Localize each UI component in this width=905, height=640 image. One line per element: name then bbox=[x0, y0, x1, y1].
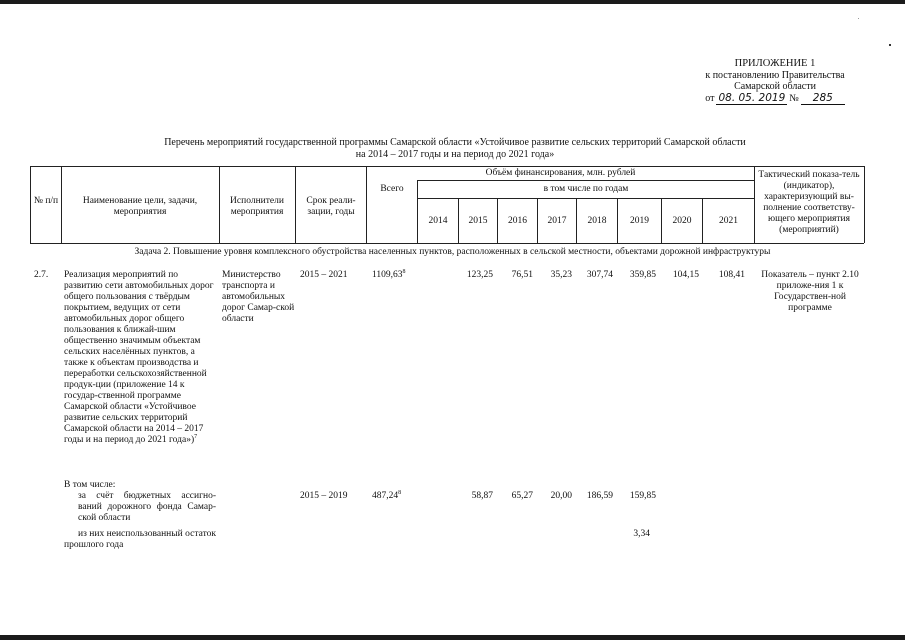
footnote-mark: 8 bbox=[398, 489, 402, 496]
row-executor: Министерство транспорта и автомобильных дорог Самар-ской области bbox=[222, 270, 295, 324]
table-line bbox=[754, 166, 755, 243]
footnote-mark: 7 bbox=[194, 433, 198, 440]
appendix-line: Самарской области bbox=[734, 81, 816, 92]
row-indicator: Показатель – пункт 2.10 приложе-ния 1 к Государствен-ной программе bbox=[761, 270, 859, 313]
row-name-text: Реализация мероприятий по развитию сети автомобильных дорог общего пользования с твёрдым покрытием, ведущих от сети автомобильных дорог общего пользования к ближай-шим общественно значимым объектам сельских населённых пунктов, а также к объектам производства и переработки сельскохозяйственной продук-ции (приложение 14 к государ-ственной программе Самарской области «Устойчивое развитие сельских территорий Самарской области на 2014 – 2017 годы и на период до 2021 года») bbox=[64, 270, 214, 445]
subrow-value-2019: 159,85 bbox=[629, 491, 656, 501]
number-handwritten: 285 bbox=[801, 93, 845, 106]
table-border-top bbox=[30, 166, 864, 167]
appendix-date-line bbox=[690, 93, 860, 106]
header-total: Всего bbox=[380, 184, 404, 194]
row-value-2016: 76,51 bbox=[511, 270, 533, 280]
row-total bbox=[372, 270, 406, 281]
row-value-2015: 123,25 bbox=[466, 270, 493, 280]
scan-bottom-border bbox=[0, 635, 905, 640]
table-line bbox=[417, 180, 754, 181]
row-value-2021: 108,41 bbox=[718, 270, 745, 280]
table-line bbox=[295, 166, 296, 243]
row-term: 2015 – 2021 bbox=[300, 270, 348, 280]
scan-speck bbox=[858, 18, 859, 19]
header-executors: Исполнители мероприятия bbox=[230, 196, 284, 217]
appendix-line: к постановлению Правительства bbox=[705, 69, 845, 81]
appendix-title: ПРИЛОЖЕНИЕ 1 bbox=[734, 58, 816, 69]
header-indicator: Тактический показа-тель (индикатор), характеризующий вы-полнение соответству-ющего мероприятия (мероприятий) bbox=[758, 170, 860, 235]
header-num: № п/п bbox=[33, 196, 59, 206]
date-handwritten: 08. 05. 2019 bbox=[718, 91, 786, 104]
table-line bbox=[61, 166, 62, 243]
task-heading: Задача 2. Повышение уровня комплексного обустройства населенных пунктов, расположенных в сельской местности, объектами дорожной инфраструктуры bbox=[134, 247, 771, 257]
header-year: 2019 bbox=[630, 216, 649, 226]
scan-speck bbox=[889, 44, 891, 46]
scan-top-border bbox=[0, 0, 905, 4]
row-number: 2.7. bbox=[34, 270, 49, 280]
table-line bbox=[864, 166, 865, 243]
document-title bbox=[120, 137, 790, 160]
header-year: 2014 bbox=[428, 216, 448, 226]
header-year: 2016 bbox=[508, 216, 527, 226]
date-prefix: от bbox=[705, 92, 715, 104]
footnote-mark: 8 bbox=[402, 268, 406, 275]
subrow-value-2018: 186,59 bbox=[586, 491, 613, 501]
header-year: 2015 bbox=[468, 216, 488, 226]
table-line bbox=[417, 198, 754, 199]
title-line-2: на 2014 – 2017 годы и на период до 2021 года» bbox=[355, 148, 555, 160]
header-year: 2021 bbox=[719, 216, 738, 226]
header-year: 2017 bbox=[547, 216, 567, 226]
subrow-value-2017: 20,00 bbox=[550, 491, 572, 501]
including-label: В том числе: bbox=[64, 480, 116, 490]
subrow2-value-2019: 3,34 bbox=[633, 529, 650, 539]
header-year: 2018 bbox=[587, 216, 607, 226]
subrow-total-value: 487,24 bbox=[372, 491, 399, 501]
row-value-2020: 104,15 bbox=[672, 270, 699, 280]
title-line-1: Перечень мероприятий государственной программы Самарской области «Устойчивое развитие сельских территорий Самарской области bbox=[164, 137, 746, 148]
appendix-block bbox=[690, 58, 860, 105]
number-label: № bbox=[789, 92, 799, 104]
header-by-years: в том числе по годам bbox=[543, 184, 629, 194]
header-term: Срок реали-зации, годы bbox=[306, 196, 356, 217]
row-value-2018: 307,74 bbox=[586, 270, 613, 280]
subrow-term: 2015 – 2019 bbox=[300, 491, 348, 501]
subrow-total bbox=[372, 491, 401, 502]
row-name bbox=[64, 270, 216, 446]
row-total-value: 1109,63 bbox=[372, 270, 403, 280]
subrow-value-2015: 58,87 bbox=[471, 491, 493, 501]
subrow-name: за счёт бюджетных ассигно-ваний дорожного фонда Самар-ской области bbox=[78, 491, 216, 523]
subrow2-name: из них неиспользованный остаток прошлого года bbox=[64, 529, 216, 550]
header-funding: Объём финансирования, млн. рублей bbox=[485, 168, 636, 178]
header-name: Наименование цели, задачи, мероприятия bbox=[82, 196, 198, 217]
header-year: 2020 bbox=[672, 216, 692, 226]
table-line bbox=[219, 166, 220, 243]
row-value-2017: 35,23 bbox=[550, 270, 572, 280]
table-header-bottom bbox=[30, 243, 864, 244]
subrow-value-2016: 65,27 bbox=[511, 491, 533, 501]
row-value-2019: 359,85 bbox=[629, 270, 656, 280]
